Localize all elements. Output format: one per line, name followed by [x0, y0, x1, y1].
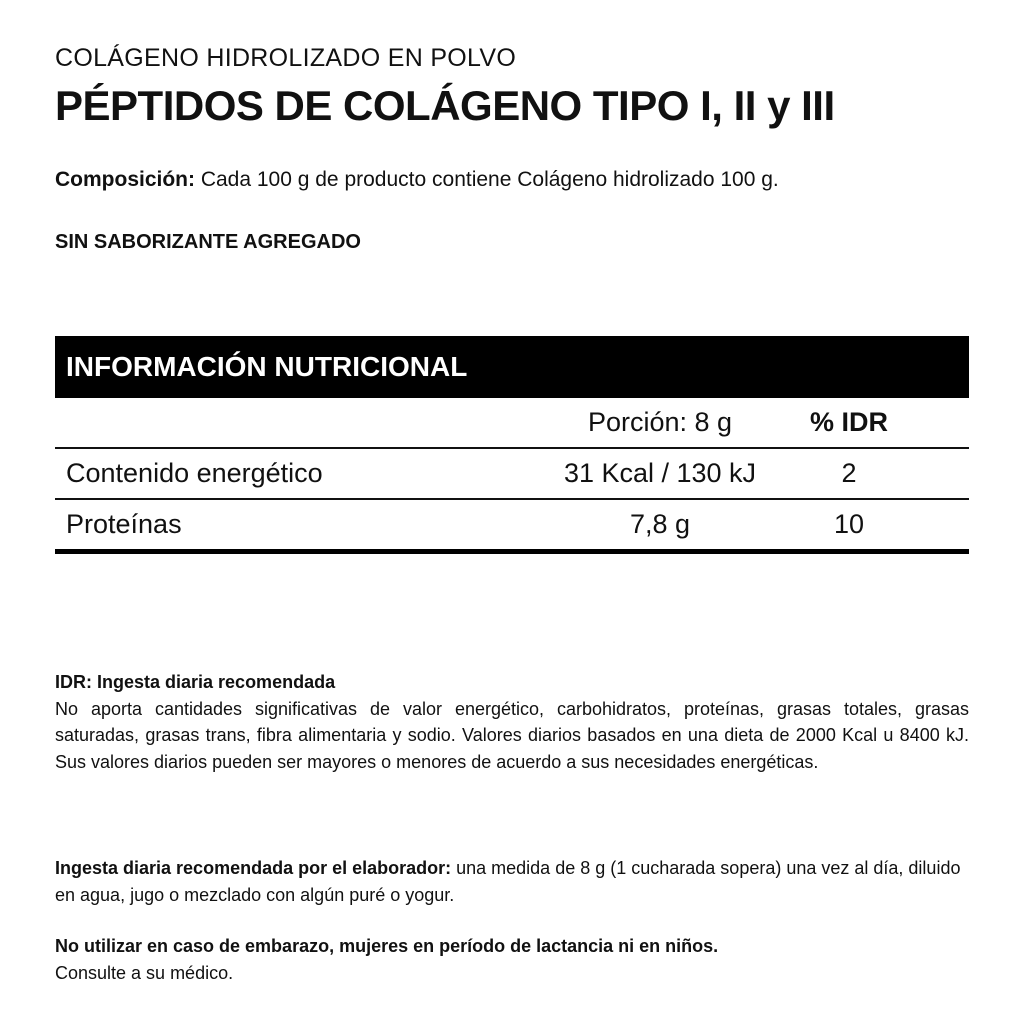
nutrition-table	[55, 336, 969, 554]
nutrient-portion: 7,8 g	[629, 509, 691, 539]
nutrient-name: Proteínas	[66, 509, 182, 539]
table-row	[55, 449, 969, 500]
nutrient-name: Contenido energético	[66, 458, 323, 488]
nutrient-idr: 2	[841, 458, 857, 488]
nutrient-portion: 31 Kcal / 130 kJ	[563, 458, 757, 488]
product-subtitle: COLÁGENO HIDROLIZADO EN POLVO	[55, 44, 517, 72]
label-page	[55, 0, 969, 1024]
idr-note-heading: IDR: Ingesta diaria recomendada	[55, 672, 336, 692]
composition-text: Cada 100 g de producto contiene Colágeno hidrolizado 100 g.	[195, 168, 779, 191]
nutrition-table-title: INFORMACIÓN NUTRICIONAL	[55, 336, 969, 398]
idr-note-text: No aporta cantidades significativas de valor energético, carbohidratos, proteínas, grasas totales, grasas saturadas, grasas trans, fibra alimentaria y sodio. Valores diarios basados en una dieta de 2000 Kcal u 8400 kJ. Sus valores diarios pueden ser mayores o menores de acuerdo a sus necesidades energéticas.	[55, 698, 969, 772]
recommended-intake-label: Ingesta diaria recomendada por el elaborador:	[55, 858, 452, 878]
composition-label: Composición:	[55, 168, 195, 191]
idr-note	[55, 669, 969, 775]
flavor-note: SIN SABORIZANTE AGREGADO	[55, 231, 361, 253]
recommended-intake	[55, 855, 969, 909]
column-header-idr: % IDR	[809, 407, 888, 437]
warning	[55, 933, 969, 987]
warning-text: Consulte a su médico.	[55, 963, 234, 983]
recommended-intake-text: una medida de 8 g (1 cucharada sopera) una vez al día, diluido en agua, jugo o mezclado con algún puré o yogur.	[55, 858, 961, 905]
nutrition-table-header-row	[55, 398, 969, 449]
warning-bold: No utilizar en caso de embarazo, mujeres en período de lactancia ni en niños.	[55, 936, 719, 956]
table-row	[55, 500, 969, 554]
composition	[55, 168, 779, 192]
column-header-portion: Porción: 8 g	[587, 407, 733, 437]
nutrient-idr: 10	[833, 509, 865, 539]
product-title: PÉPTIDOS DE COLÁGENO TIPO I, II y III	[55, 82, 835, 129]
